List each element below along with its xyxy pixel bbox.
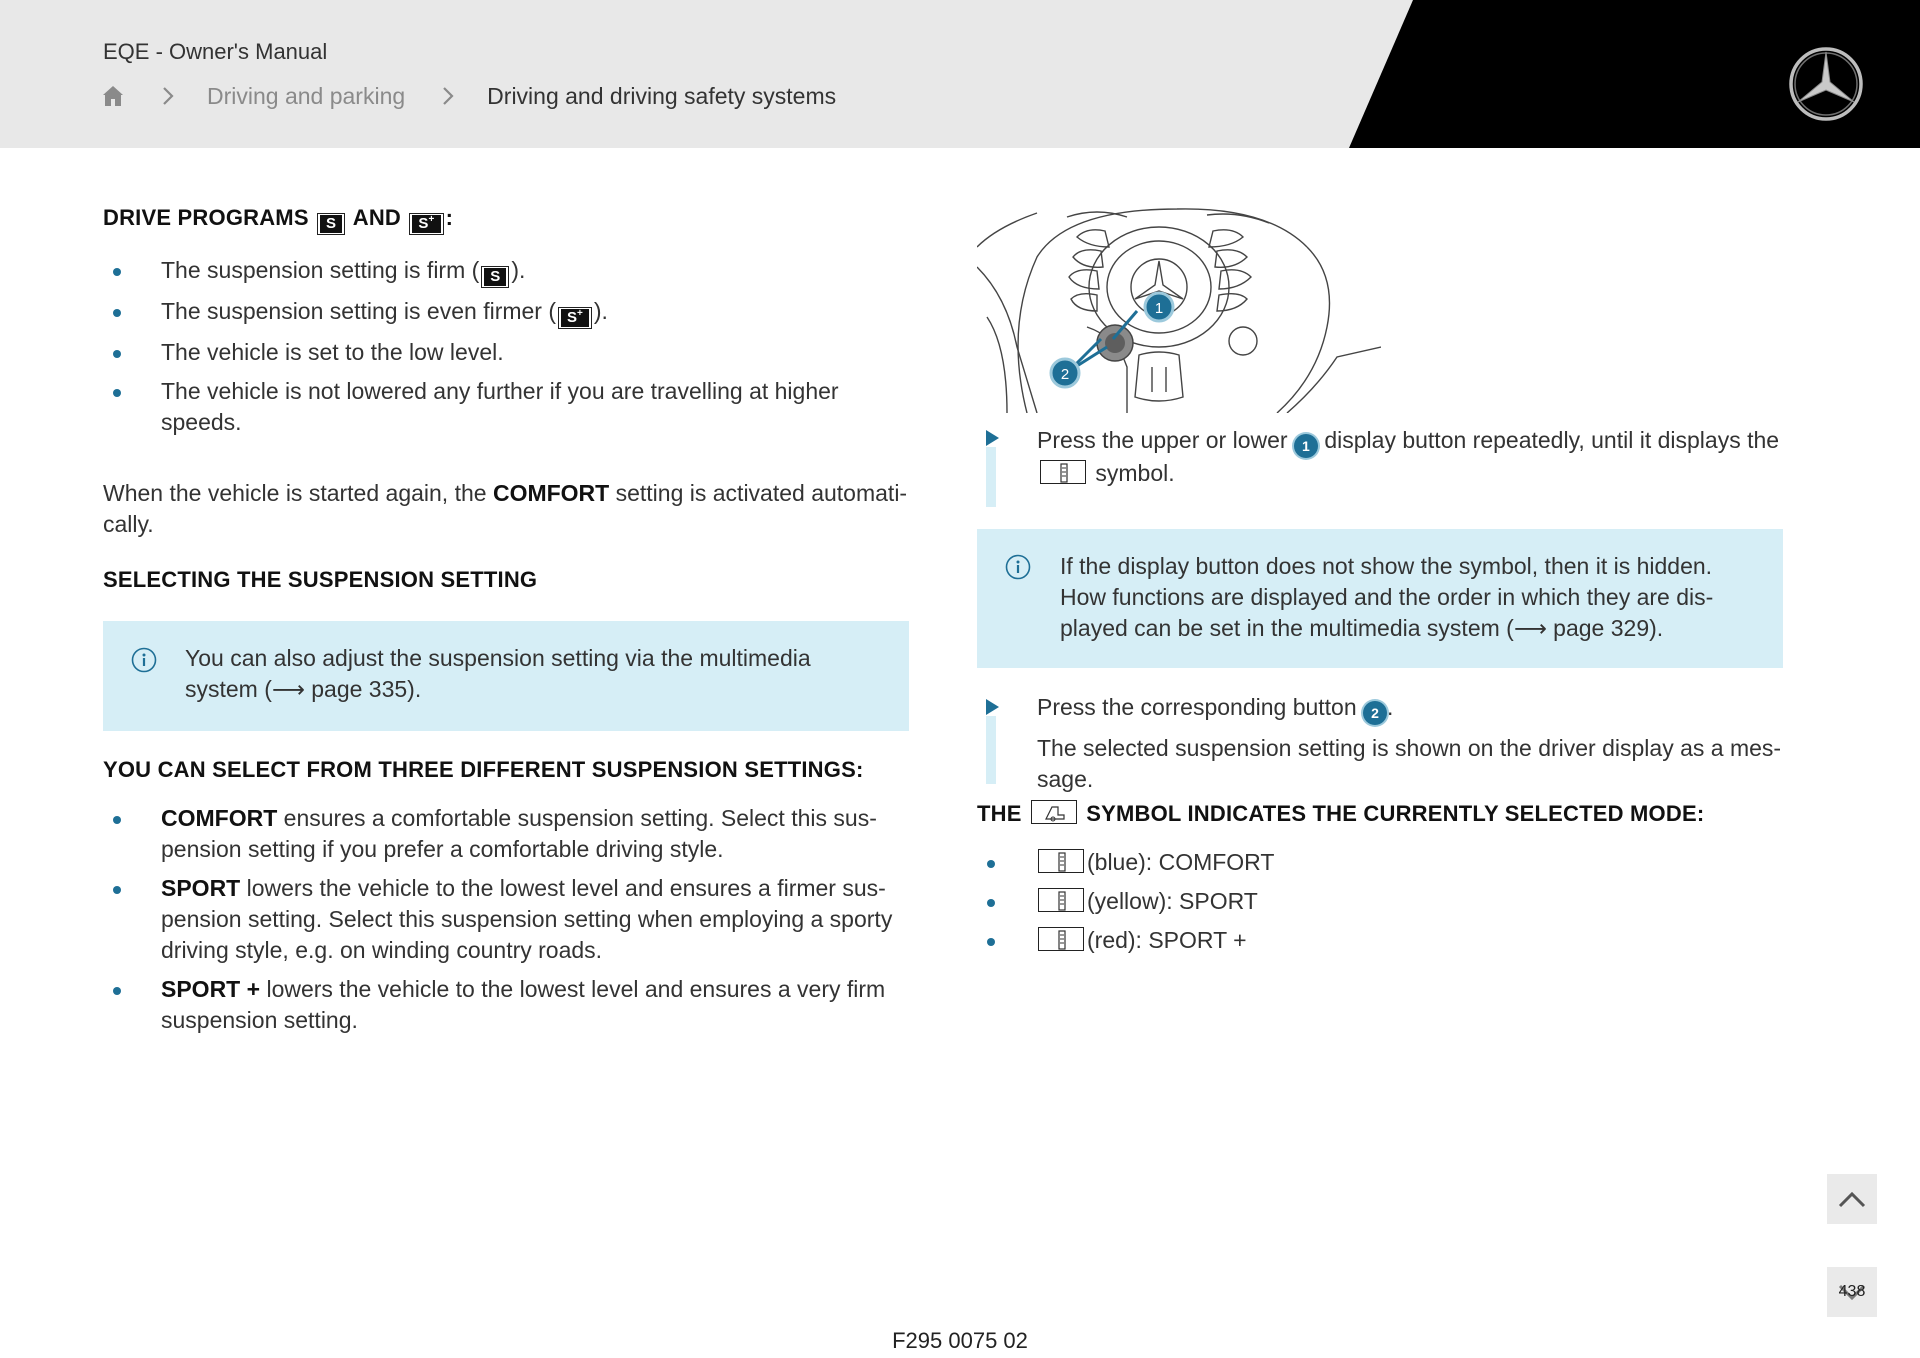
callout-1: 1 — [1154, 300, 1164, 317]
sport-plus-key-icon: S+ — [409, 213, 443, 235]
left-column — [103, 205, 909, 1044]
info-box-hidden-button — [977, 529, 1783, 668]
callout-2: 2 — [1060, 366, 1070, 383]
suspension-mode-symbol-icon — [1031, 800, 1077, 824]
breadcrumb-current: Driving and driving safety systems — [487, 82, 837, 109]
settings-list — [103, 803, 909, 1036]
home-icon[interactable] — [101, 84, 125, 108]
breadcrumb — [101, 80, 836, 112]
step-arrow-icon — [986, 430, 999, 446]
sport-key-icon: S — [481, 266, 509, 288]
chevron-right-icon — [161, 85, 175, 107]
mercedes-star-logo — [1788, 46, 1864, 122]
suspension-symbol-icon — [1040, 460, 1086, 484]
suspension-symbol-icon — [1038, 849, 1084, 873]
restart-paragraph: When the vehicle is started again, the COMFORT setting is activated automati-cally. — [103, 480, 908, 537]
suspension-symbol-icon — [1038, 927, 1084, 951]
step-1: Press the upper or lower 1 display button repeatedly, until it displays the symbol. — [977, 423, 1783, 507]
list-item: SPORT lowers the vehicle to the lowest level and ensures a firmer sus-pension setting. Select this suspension setting when employing a sporty driving style, e.g. on winding country roads. — [103, 873, 909, 966]
step-2: Press the corresponding button 2 . The selected suspension setting is shown on the driver display as a mes-sage. — [977, 692, 1783, 784]
info-box — [103, 621, 909, 731]
heading-text: AND — [352, 205, 402, 230]
sport-key-icon: S — [317, 213, 345, 235]
list-item: (yellow): SPORT — [977, 886, 1783, 917]
list-item: The suspension setting is even firmer ( S+ ). — [103, 296, 909, 329]
list-item: The suspension setting is firm ( S ). — [103, 255, 909, 288]
heading-text: DRIVE PROGRAMS — [103, 205, 309, 230]
drive-programs-list — [103, 255, 909, 438]
list-item: SPORT + lowers the vehicle to the lowest level and ensures a very firm suspension setting. — [103, 974, 909, 1036]
chevron-up-icon — [1837, 1190, 1867, 1208]
info-icon — [1005, 554, 1031, 580]
step-2-result: The selected suspension setting is shown on the driver display as a mes-sage. — [1037, 735, 1782, 792]
list-item: (blue): COMFORT — [977, 847, 1783, 878]
heading-text: : — [445, 205, 454, 230]
sport-plus-key-icon: S+ — [558, 307, 592, 329]
suspension-symbol-icon — [1038, 888, 1084, 912]
three-settings-heading: YOU CAN SELECT FROM THREE DIFFERENT SUSPENSION SETTINGS: — [103, 757, 864, 782]
info-icon — [131, 647, 157, 673]
breadcrumb-link-driving-parking[interactable]: Driving and parking — [207, 82, 406, 109]
list-item: (red): SPORT + — [977, 925, 1783, 956]
right-column — [977, 207, 1783, 964]
modes-list — [977, 847, 1783, 956]
drive-programs-heading — [103, 205, 909, 235]
info-text: If the display button does not show the symbol, then it is hidden. How functions are displayed and the order in which they are dis-played can be set in the multimedia system (⟶ page 329). — [1060, 553, 1714, 641]
symbol-heading: THE SYMBOL INDICATES THE CURRENTLY SELECTED MODE: — [977, 801, 1705, 826]
manual-title: EQE - Owner's Manual — [103, 39, 328, 64]
list-item: The vehicle is set to the low level. — [103, 337, 909, 368]
page-number: 438 — [1838, 1283, 1866, 1300]
steering-wheel-illustration — [977, 207, 1381, 413]
list-item: The vehicle is not lowered any further if you are travelling at higher speeds. — [103, 376, 909, 438]
scroll-up-button[interactable] — [1827, 1174, 1877, 1224]
selecting-heading: SELECTING THE SUSPENSION SETTING — [103, 567, 538, 592]
scroll-down-button[interactable] — [1827, 1267, 1877, 1317]
chevron-right-icon — [441, 85, 455, 107]
info-text: You can also adjust the suspension setting via the multimedia system (⟶ page 335). — [185, 645, 811, 702]
callout-1-badge: 1 — [1294, 434, 1318, 458]
callout-2-badge: 2 — [1363, 701, 1387, 725]
illustration-code: F295 0075 02 — [892, 1328, 1028, 1353]
list-item: COMFORT ensures a comfortable suspension setting. Select this sus-pension setting if you prefer a comfortable driving style. — [103, 803, 909, 865]
step-arrow-icon — [986, 699, 999, 715]
